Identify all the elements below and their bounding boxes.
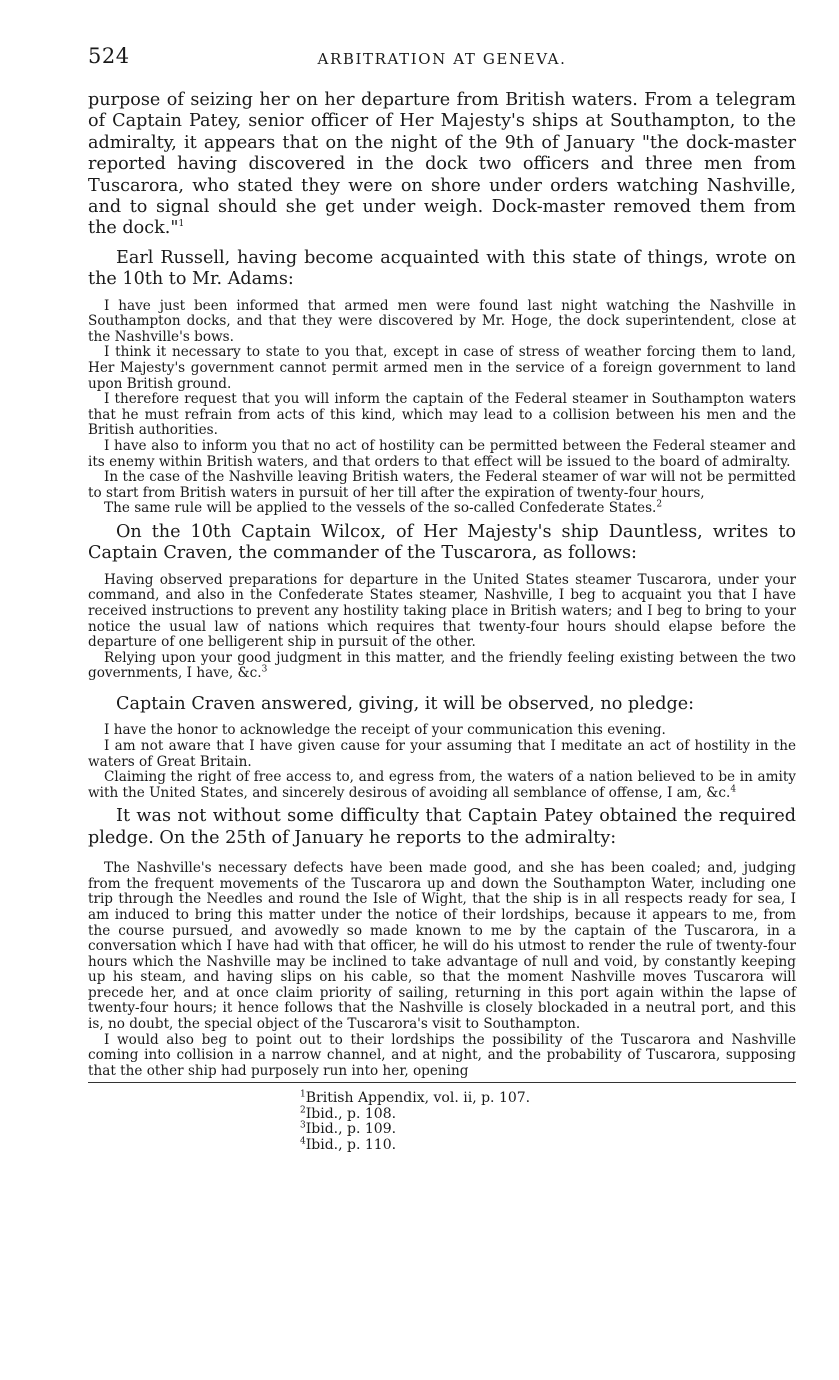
- footnote-ref: 3: [261, 664, 268, 675]
- footnote: $^2$Ibid., p. 108.: [300, 1105, 397, 1122]
- quote-paragraph: The Nashville's necessary defects have been made good, and she has been coaled; and, judging from the frequent movements of the Tuscarora up and down the Southampton Water, including one trip through the Needles and round the Isle of Wight, that the ship is in all respects ready for sea, I am induced to bring this matter under the notice of their lordships, because it appears to me, from the course pursued, and avowedly so made known to me by the captain of the Tuscarora, in a conversation which I have had with that officer, he will do his utmost to render the rule of twenty-four hours which the Nashville may be inclined to take advantage of null and void, by constantly keeping up his steam, and having slips on his cable, so that the moment Nashville moves Tuscarora will precede her, and at once claim priority of sailing, returning in this port again within the lapse of twenty-four hours; it hence follows that the Nashville is closely blockaded in a neutral port, and this is, no doubt, the special object of the Tuscarora's visit to Southampton.: [88, 860, 796, 1033]
- page-header: [88, 44, 796, 74]
- quote-paragraph: I think it necessary to state to you that, except in case of stress of weather forcing them to land, Her Majesty's government cannot permit armed men in the service of a foreign government to land upon British ground.: [88, 344, 796, 392]
- footnotes: [300, 1091, 796, 1153]
- quote-paragraph: I would also beg to point out to their lordships the possibility of the Tuscarora and Nashville coming into collision in a narrow channel, and at night, and the probability of Tuscarora, supposing that the other ship had purposely run into her, opening: [88, 1031, 796, 1079]
- quote-paragraph: I therefore request that you will inform the captain of the Federal steamer in Southampton waters that he must refrain from acts of this kind, which may lead to a collision between his men and the British authorities.: [88, 391, 796, 439]
- page-number: 524: [88, 44, 130, 68]
- document-page: [88, 44, 796, 1153]
- footnote-ref: 2: [656, 499, 663, 510]
- footnote-ref: 4: [730, 784, 737, 795]
- quote-paragraph: I have just been informed that armed men were found last night watching the Nashville in Southampton docks, and that they were discovered by Mr. Hoge, the dock superintendent, close at the Nashville's bows.: [88, 297, 796, 345]
- footnote: $^3$Ibid., p. 109.: [300, 1120, 397, 1138]
- quote-paragraph: Relying upon your good judgment in this matter, and the friendly feeling existing between the two governments, I have, &c.$^3$: [88, 649, 796, 682]
- footnote-divider: [88, 1082, 796, 1083]
- body-paragraph: Earl Russell, having become acquainted with this state of things, wrote on the 10th to Mr. Adams:: [88, 247, 796, 290]
- quote-paragraph: I have the honor to acknowledge the receipt of your communication this evening.: [104, 722, 666, 739]
- quote-paragraph: The same rule will be applied to the vessels of the so-called Confederate States.$^2$: [104, 499, 663, 517]
- running-head: ARBITRATION AT GENEVA.: [317, 50, 567, 68]
- quote-paragraph: I have also to inform you that no act of hostility can be permitted between the Federal steamer and its enemy within British waters, and that orders to that effect will be issued to the board of admiralty.: [88, 438, 796, 470]
- quote-paragraph: Having observed preparations for departure in the United States steamer Tuscarora, under your command, and also in the Confederate States steamer, Nashville, I beg to acquaint you that I have received instructions to prevent any hostility taking place in British waters; and I beg to bring to your notice the usual law of nations which requires that twenty-four hours should elapse before the departure of one belligerent ship in pursuit of the other.: [88, 571, 796, 651]
- quote-paragraph: I am not aware that I have given cause for your assuming that I meditate an act of hostility in the waters of Great Britain.: [88, 737, 796, 770]
- body-paragraph: purpose of seizing her on her departure from British waters. From a telegram of Captain Patey, senior officer of Her Majesty's ships at Southampton, to the admiralty, it appears that on the night of the 9th of January "the dock-master reported having discovered in the dock two officers and three men from Tuscarora, who stated they were on shore under orders watching Nashville, and to signal should she get under weigh. Dock-master removed them from the dock."$^1$: [88, 90, 796, 239]
- body-paragraph: On the 10th Captain Wilcox, of Her Majesty's ship Dauntless, writes to Captain Craven, the commander of the Tuscarora, as follows:: [88, 521, 796, 564]
- body-paragraph: Captain Craven answered, giving, it will be observed, no pledge:: [116, 693, 695, 714]
- footnote: $^1$British Appendix, vol. ii, p. 107.: [300, 1089, 531, 1107]
- footnote: $^4$Ibid., p. 110.: [300, 1136, 397, 1153]
- quote-paragraph: In the case of the Nashville leaving British waters, the Federal steamer of war will not be permitted to start from British waters in pursuit of her till after the expiration of twenty-four hours,: [88, 469, 796, 501]
- footnote-ref: 1: [178, 219, 185, 230]
- body-paragraph: It was not without some difficulty that Captain Patey obtained the required pledge. On the 25th of January he reports to the admiralty:: [88, 806, 796, 848]
- quote-paragraph: Claiming the right of free access to, and egress from, the waters of a nation believed to be in amity with the United States, and sincerely desirous of avoiding all semblance of offense, I am, &c.$^4$: [88, 769, 796, 801]
